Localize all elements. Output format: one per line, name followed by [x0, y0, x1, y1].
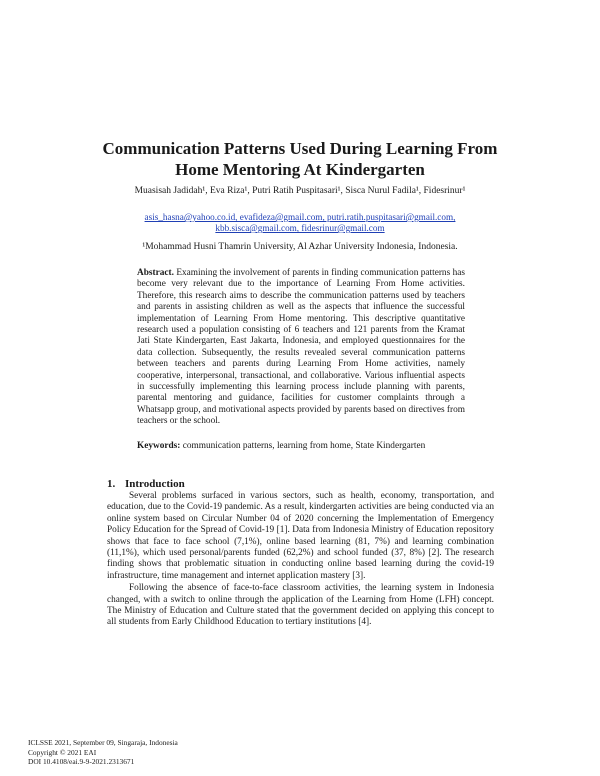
- section-number: 1.: [107, 478, 116, 490]
- paragraph: Several problems surfaced in various sectors, such as health, economy, transportation, and education, due to the Covid-19 pandemic. As a result, kindergarten activities are being conducted via an online system based on Circular Number 04 of 2020 concerning the Implementation of Emergency Policy Education for the Spread of Covid-19 [1]. Data from Indonesia Ministry of Education repository shows that face to face school (7,1%), online based learning (81, 7%) and learning combination (11,1%), which used personal/parents funded (62,2%) and school funded (37, 8%) [2]. The research finding shows that problematic situation in conducting online based learning during the covid-19 infrastructure, time management and internet application mastery [3].: [107, 491, 494, 581]
- abstract-text: Examining the involvement of parents in finding communication patterns has become very relevant due to the importance of Learning From Home activities. Therefore, this research aims to describe the communication patterns used by teachers and parents in assisting children as well as the aspects that influence the successful implementation of Learning From Home mentoring. This descriptive quantitative research used a population consisting of 6 teachers and 121 parents from the Kramat Jati State Kindergarten, East Jakarta, Indonesia, and employed questionnaires for the data collection. Subsequently, the results revealed several communication patterns between teachers and parents during Learning From Home activities, namely cooperative, interpersonal, transactional, and collaborative. Various influential aspects in successfully implementing this learning process include planning with parents, parental mentoring and guidance, facilities for customer complaints through a Whatsapp group, and motivational aspects provided by parents based on directives from teachers or the school.: [137, 268, 465, 427]
- page-footer: [28, 738, 178, 767]
- title-line-1: Communication Patterns Used During Learning From: [102, 139, 498, 158]
- abstract-label: Abstract.: [137, 268, 174, 278]
- email-links-line-1[interactable]: asis_hasna@yahoo.co.id, evafideza@gmail.com, putri.ratih.puspitasari@gmail.com,: [144, 212, 456, 222]
- affiliation: ¹Mohammad Husni Thamrin University, Al Azhar University Indonesia, Indonesia.: [142, 242, 458, 252]
- conference-info: ICLSSE 2021, September 09, Singaraja, Indonesia: [28, 738, 178, 747]
- email-links-line-2[interactable]: kbb.sisca@gmail.com, fidesrinur@gmail.com: [215, 223, 385, 233]
- section-heading-introduction: [107, 478, 185, 491]
- paragraph: Following the absence of face-to-face classroom activities, the learning system in Indonesia changed, with a switch to online through the application of the Learning from Home (LFH) concept. The Ministry of Education and Culture stated that the government decided on applying this concept to all students from Early Childhood Education to tertiary institutions [4].: [107, 583, 494, 628]
- keywords-block: [137, 440, 467, 452]
- abstract-block: [137, 268, 465, 428]
- section-title: Introduction: [125, 478, 185, 490]
- doi: DOI 10.4108/eai.9-9-2021.2313671: [28, 757, 135, 766]
- copyright: Copyright © 2021 EAI: [28, 747, 97, 757]
- author-list: Muasisah Jadidah¹, Eva Riza¹, Putri Ratih Puspitasari¹, Sisca Nurul Fadila¹, Fidesrinur¹: [134, 186, 466, 196]
- title-line-2: Home Mentoring At Kindergarten: [175, 160, 425, 179]
- author-emails: [60, 212, 540, 234]
- paper-title: [60, 138, 540, 180]
- introduction-body: [107, 491, 494, 629]
- keywords-label: Keywords:: [137, 441, 181, 451]
- keywords-text: communication patterns, learning from home, State Kindergarten: [180, 441, 426, 451]
